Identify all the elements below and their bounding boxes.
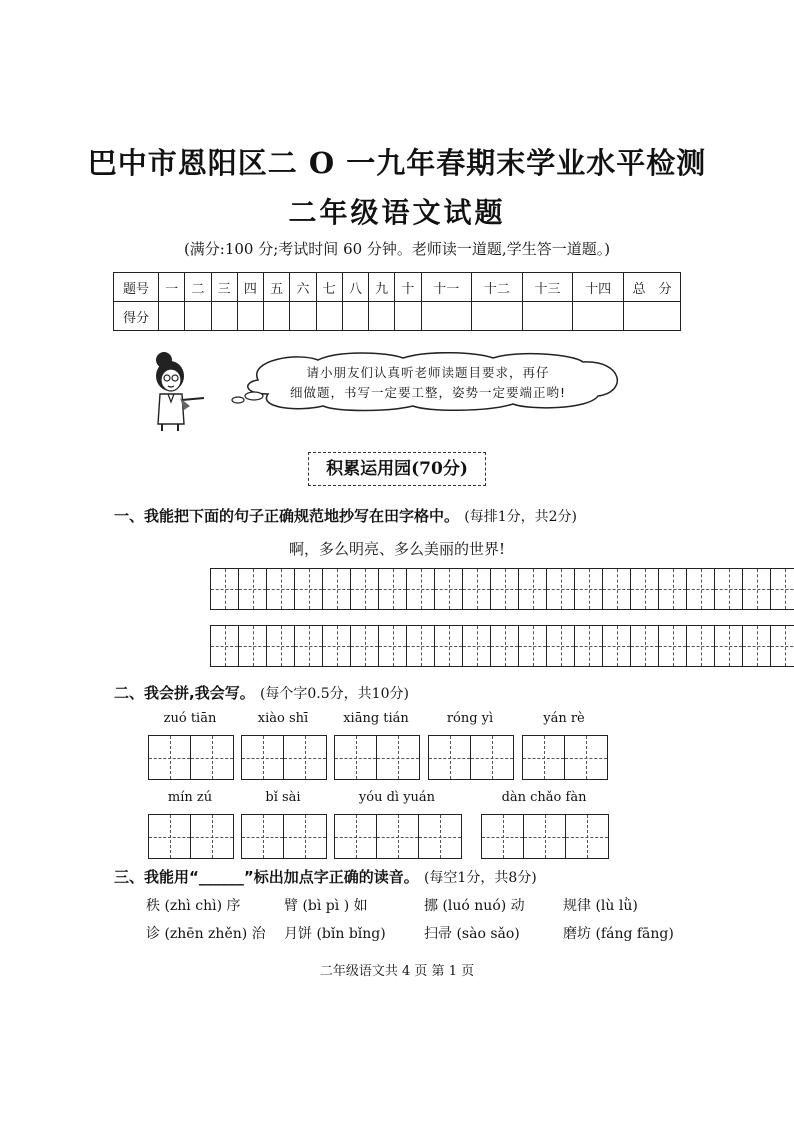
- score-cell[interactable]: [237, 302, 263, 331]
- reading-item[interactable]: 月饼 (bǐn bǐng): [284, 926, 386, 942]
- reading-item[interactable]: 挪 (luó nuó) 动: [424, 898, 525, 914]
- score-col: 四: [237, 273, 263, 302]
- tianzige-row-2[interactable]: [210, 625, 794, 667]
- score-col-total: 总 分: [624, 273, 681, 302]
- score-col: 二: [185, 273, 211, 302]
- score-col: 五: [264, 273, 290, 302]
- pinyin-label: mín zú: [167, 790, 213, 805]
- reading-item[interactable]: 诊 (zhēn zhěn) 治: [146, 926, 266, 942]
- score-cell[interactable]: [573, 302, 624, 331]
- question-1: [114, 505, 577, 526]
- score-col: 十二: [472, 273, 523, 302]
- score-cell[interactable]: [522, 302, 573, 331]
- char-box-pair[interactable]: [334, 735, 420, 780]
- question-3-points: (每空1分，共8分): [423, 870, 537, 886]
- pinyin-label: dàn chǎo fàn: [501, 790, 587, 805]
- teacher-illustration: [146, 350, 226, 432]
- score-table-row-label: 题号: [114, 273, 159, 302]
- question-1-points: (每排1分，共2分): [464, 509, 577, 525]
- pinyin-label: zuó tiān: [163, 711, 217, 726]
- bubble-line-1: 请小朋友们认真听老师读题目要求，再仔: [306, 365, 550, 380]
- exam-subtitle: 二年级语文试题: [288, 196, 506, 229]
- score-col: 三: [211, 273, 237, 302]
- char-box-pair[interactable]: [148, 735, 234, 780]
- score-cell[interactable]: [185, 302, 211, 331]
- exam-note: (满分:100 分;考试时间 60 分钟。老师读一道题,学生答一道题。): [183, 240, 611, 258]
- score-cell[interactable]: [395, 302, 421, 331]
- score-table-score-row: [114, 302, 681, 331]
- char-box-pair[interactable]: [241, 735, 327, 780]
- cloud-shape: [228, 352, 628, 412]
- reading-item[interactable]: 规律 (lù lǜ): [563, 898, 638, 914]
- score-cell[interactable]: [264, 302, 290, 331]
- char-box-pair[interactable]: [522, 735, 608, 780]
- char-box-pair[interactable]: [428, 735, 514, 780]
- question-2: [114, 682, 409, 703]
- char-box-pair[interactable]: [241, 814, 327, 859]
- score-cell[interactable]: [421, 302, 472, 331]
- pinyin-label: xiāng tián: [343, 711, 409, 726]
- score-cell[interactable]: [342, 302, 368, 331]
- score-cell[interactable]: [316, 302, 342, 331]
- score-cell[interactable]: [369, 302, 395, 331]
- pinyin-label: bǐ sài: [265, 790, 301, 805]
- score-cell[interactable]: [290, 302, 316, 331]
- score-table-row-label: 得分: [114, 302, 159, 331]
- score-col: 六: [290, 273, 316, 302]
- score-cell[interactable]: [159, 302, 185, 331]
- reading-item[interactable]: 臂 (bì pì ) 如: [284, 898, 368, 914]
- question-3: [114, 866, 537, 887]
- score-cell[interactable]: [211, 302, 237, 331]
- score-col: 十: [395, 273, 421, 302]
- exam-title: 巴中市恩阳区二 O 一九年春期末学业水平检测: [87, 146, 707, 180]
- char-box-pair[interactable]: [148, 814, 234, 859]
- char-box-triple[interactable]: [481, 814, 609, 859]
- reading-item[interactable]: 磨坊 (fáng fāng): [563, 926, 674, 942]
- section-title: 积累运用园(70分): [308, 452, 486, 486]
- pinyin-label: yán rè: [543, 711, 585, 726]
- score-col: 十三: [522, 273, 573, 302]
- char-box-triple[interactable]: [334, 814, 462, 859]
- score-col: 十一: [421, 273, 472, 302]
- reading-item[interactable]: 扫帚 (sào sǎo): [424, 926, 520, 942]
- score-cell[interactable]: [472, 302, 523, 331]
- question-3-text: 三、我能用“______”标出加点字正确的读音。: [114, 868, 419, 886]
- tianzige-row-1[interactable]: [210, 568, 794, 610]
- question-2-points: (每个字0.5分，共10分): [259, 686, 409, 702]
- score-col: 九: [369, 273, 395, 302]
- pinyin-label: róng yì: [446, 711, 494, 726]
- score-col: 十四: [573, 273, 624, 302]
- score-col: 八: [342, 273, 368, 302]
- question-1-text: 一、我能把下面的句子正确规范地抄写在田字格中。: [114, 507, 460, 525]
- score-cell-total[interactable]: [624, 302, 681, 331]
- bubble-line-2: 细做题，书写一定要工整，姿势一定要端正哟!: [289, 385, 566, 400]
- page-footer: 二年级语文共 4 页 第 1 页: [319, 964, 475, 979]
- score-col: 七: [316, 273, 342, 302]
- pinyin-label: xiào shī: [257, 711, 309, 726]
- question-2-text: 二、我会拼,我会写。: [114, 684, 255, 702]
- copy-sentence: 啊，多么明亮、多么美丽的世界!: [288, 540, 506, 558]
- reading-item[interactable]: 秩 (zhì chì) 序: [146, 898, 241, 914]
- score-table: [113, 272, 681, 331]
- score-table-header-row: [114, 273, 681, 302]
- score-col: 一: [159, 273, 185, 302]
- pinyin-label: yóu dì yuán: [358, 790, 436, 805]
